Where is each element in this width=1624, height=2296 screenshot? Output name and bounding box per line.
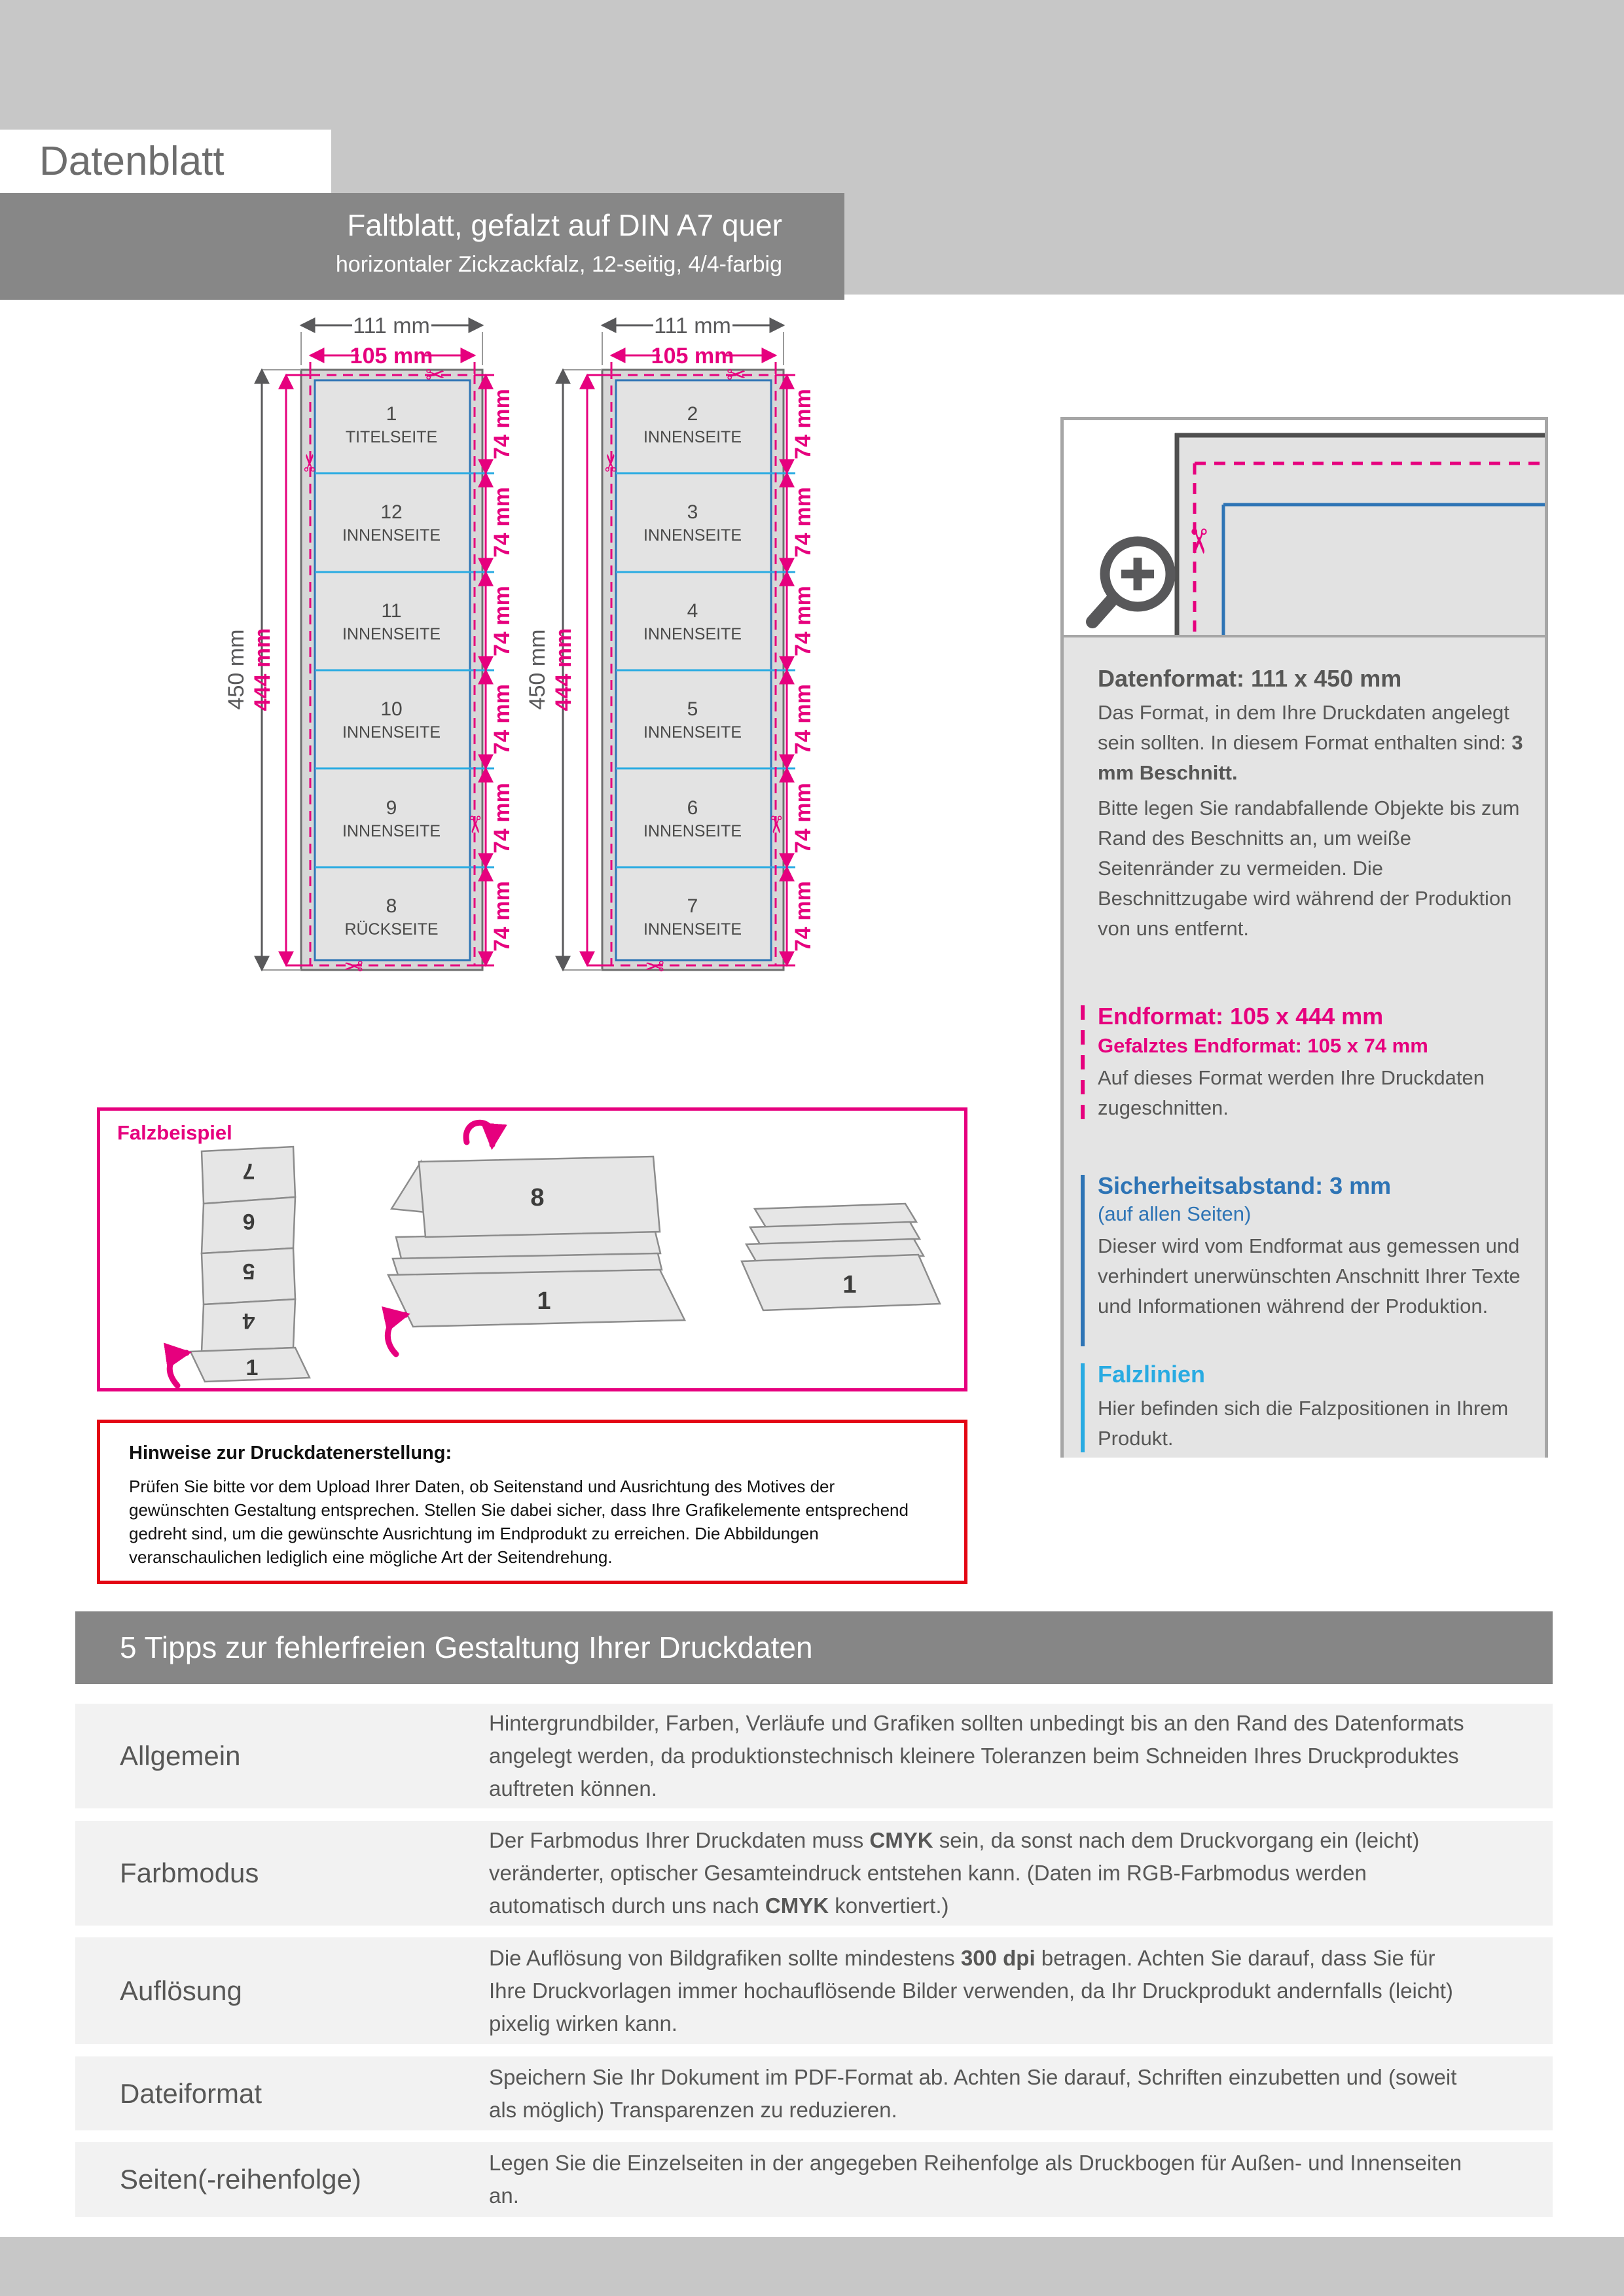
svg-text:74 mm: 74 mm: [791, 487, 816, 558]
svg-text:111 mm: 111 mm: [353, 314, 430, 338]
endformat-marker-line: [1081, 1005, 1085, 1121]
tip-text: Speichern Sie Ihr Dokument im PDF-Format ab. Achten Sie darauf, Schriften einzubetten und (soweit als möglich) Transparenzen zu reduzieren.: [489, 2064, 1457, 2122]
svg-text:74 mm: 74 mm: [490, 881, 514, 952]
fold-arrow: [466, 1122, 493, 1145]
svg-text:INNENSEITE: INNENSEITE: [643, 822, 742, 840]
svg-text:INNENSEITE: INNENSEITE: [643, 428, 742, 446]
svg-text:444 mm: 444 mm: [551, 628, 576, 711]
folded-stack: [742, 1204, 940, 1310]
section-falzlinien: [1098, 1361, 1525, 1454]
svg-text:✂: ✂: [644, 952, 665, 979]
svg-text:TITELSEITE: TITELSEITE: [345, 428, 438, 446]
svg-text:INNENSEITE: INNENSEITE: [342, 625, 441, 643]
svg-text:3: 3: [687, 501, 698, 523]
tip-text: Legen Sie die Einzelseiten in der angegeben Reihenfolge als Druckbogen für Außen- und Innenseiten an.: [489, 2151, 1462, 2208]
svg-text:74 mm: 74 mm: [791, 783, 816, 853]
svg-text:✂: ✂: [425, 361, 446, 388]
svg-text:✂: ✂: [343, 952, 364, 979]
svg-text:INNENSEITE: INNENSEITE: [643, 920, 742, 939]
svg-text:1: 1: [245, 1355, 259, 1380]
fold-example-label: Falzbeispiel: [117, 1121, 232, 1144]
section-datenformat: [1098, 665, 1525, 944]
endformat-text: Auf dieses Format werden Ihre Druckdaten zugeschnitten.: [1098, 1066, 1485, 1119]
sicherheitsabstand-subheading: (auf allen Seiten): [1098, 1202, 1252, 1225]
svg-text:2: 2: [687, 403, 698, 425]
svg-text:INNENSEITE: INNENSEITE: [643, 526, 742, 545]
corner-detail-illustration: [1064, 420, 1545, 635]
svg-text:74 mm: 74 mm: [791, 684, 816, 755]
fold-arrow: [170, 1353, 187, 1386]
zoom-detail-box: [1064, 420, 1545, 635]
tips-header: [75, 1611, 1553, 1684]
magnifier-plus-icon: [1092, 541, 1170, 622]
falzlinien-heading: Falzlinien: [1098, 1361, 1206, 1388]
svg-text:74 mm: 74 mm: [490, 684, 514, 755]
svg-text:4: 4: [242, 1308, 255, 1333]
svg-text:74 mm: 74 mm: [490, 783, 514, 853]
title-bar: [0, 193, 844, 300]
svg-text:✂: ✂: [297, 452, 323, 473]
svg-text:9: 9: [386, 797, 397, 819]
falzlinien-text: Hier befinden sich die Falzpositionen in Ihrem Produkt.: [1098, 1397, 1509, 1450]
svg-text:10: 10: [380, 698, 403, 720]
tip-text: Hintergrundbilder, Farben, Verläufe und Grafiken sollten unbedingt bis an den Rand des Datenformats angelegt werden, da produktionstechnisch kleinere Toleranzen beim Schneiden Ihres Druckproduktes auftreten können.: [489, 1711, 1464, 1801]
fold-example-box: [97, 1107, 967, 1391]
partial-number-top: 8: [530, 1184, 545, 1211]
scissors-icon: ✂: [1179, 527, 1217, 556]
svg-text:5: 5: [687, 698, 698, 720]
tip-label: Dateiformat: [120, 2077, 262, 2109]
svg-text:450 mm: 450 mm: [525, 629, 550, 710]
fold-arrow: [388, 1315, 405, 1354]
tips-heading: 5 Tipps zur fehlerfreien Gestaltung Ihrer Druckdaten: [120, 1630, 813, 1664]
partial-number-bottom: 1: [537, 1287, 551, 1315]
svg-text:74 mm: 74 mm: [791, 881, 816, 952]
diagram-column-inner-pages: [497, 308, 838, 1001]
fold-example-illustration: [100, 1111, 964, 1388]
svg-text:INNENSEITE: INNENSEITE: [342, 526, 441, 545]
svg-text:INNENSEITE: INNENSEITE: [342, 822, 441, 840]
svg-text:74 mm: 74 mm: [791, 586, 816, 656]
hinweise-box: [97, 1420, 967, 1584]
svg-text:450 mm: 450 mm: [224, 629, 249, 710]
svg-text:1: 1: [386, 403, 397, 425]
svg-text:✂: ✂: [461, 814, 488, 835]
svg-text:INNENSEITE: INNENSEITE: [643, 625, 742, 643]
sheet-label: Datenblatt: [39, 139, 225, 184]
svg-text:12: 12: [380, 501, 403, 523]
product-title: Faltblatt, gefalzt auf DIN A7 quer: [347, 208, 782, 242]
svg-text:11: 11: [381, 600, 402, 622]
datenformat-text-1: Das Format, in dem Ihre Druckdaten angelegt sein sollten. In diesem Format enthalten sind: 3 mm Beschnitt.: [1098, 701, 1523, 784]
tip-row-farbmodus: [75, 1821, 1553, 1926]
tip-row-seitenreihenfolge: [75, 2142, 1553, 2217]
tip-row-allgemein: [75, 1704, 1553, 1808]
svg-text:74 mm: 74 mm: [490, 389, 514, 459]
svg-text:74 mm: 74 mm: [791, 389, 816, 459]
sheet-label-box: [0, 130, 331, 193]
svg-text:INNENSEITE: INNENSEITE: [643, 723, 742, 742]
footer-band: [0, 2237, 1624, 2296]
svg-text:5: 5: [242, 1259, 255, 1283]
svg-text:INNENSEITE: INNENSEITE: [342, 723, 441, 742]
product-subtitle: horizontaler Zickzackfalz, 12-seitig, 4/4-farbig: [335, 252, 782, 277]
svg-text:6: 6: [242, 1209, 255, 1234]
tip-label: Farbmodus: [120, 1857, 259, 1888]
tip-label: Auflösung: [120, 1975, 242, 2006]
info-body: [1064, 635, 1545, 1458]
tip-text: Der Farbmodus Ihrer Druckdaten muss CMYK sein, da sonst nach dem Druckvorgang ein (leicht) veränderter, optischer Gesamteindruck entstehen kann. (Daten im RGB-Farbmodus werden automatisch durch uns nach CMYK konvertiert.): [489, 1828, 1420, 1918]
section-endformat: [1098, 1003, 1525, 1123]
diagram-column-outer-pages: [196, 308, 537, 1001]
svg-text:74 mm: 74 mm: [490, 487, 514, 558]
svg-text:7: 7: [242, 1158, 255, 1183]
tip-row-dateiformat: [75, 2056, 1553, 2130]
svg-text:444 mm: 444 mm: [250, 628, 275, 711]
svg-text:7: 7: [687, 895, 698, 917]
svg-text:105 mm: 105 mm: [651, 344, 734, 368]
falzlinien-marker-line: [1081, 1363, 1085, 1452]
tip-label: Seiten(-reihenfolge): [120, 2164, 361, 2195]
tip-label: Allgemein: [120, 1740, 241, 1771]
sicherheitsabstand-text: Dieser wird vom Endformat aus gemessen und verhindert unerwünschten Anschnitt Ihrer Texte und Informationen während der Produktion.: [1098, 1234, 1521, 1318]
svg-text:✂: ✂: [726, 361, 747, 388]
svg-text:RÜCKSEITE: RÜCKSEITE: [344, 920, 439, 939]
tip-text: Die Auflösung von Bildgrafiken sollte mindestens 300 dpi betragen. Achten Sie darauf, dass Sie für Ihre Druckvorlagen immer hochauflösende Bilder verwenden, da Ihr Druckprodukt andernfalls (leicht) pixelig wirken kann.: [489, 1945, 1453, 2036]
endformat-heading: Endformat: 105 x 444 mm: [1098, 1003, 1384, 1030]
svg-text:4: 4: [687, 600, 698, 622]
hinweise-text: Prüfen Sie bitte vor dem Upload Ihrer Daten, ob Seitenstand und Ausrichtung des Motives der gewünschten Gestaltung entsprechen. Stellen Sie dabei sicher, dass Ihre Grafikelemente entsprechend gedreht sind, um die gewünschte Ausrichtung im Endprodukt zu erreichen. Die Abbildungen veranschaulichen lediglich eine mögliche Art der Seitendrehung.: [129, 1477, 909, 1567]
datenformat-heading: Datenformat: 111 x 450 mm: [1098, 665, 1402, 692]
svg-text:✂: ✂: [598, 452, 624, 473]
info-panel: [1060, 417, 1548, 1458]
svg-text:111 mm: 111 mm: [654, 314, 731, 338]
svg-text:74 mm: 74 mm: [490, 586, 514, 656]
section-sicherheitsabstand: [1098, 1172, 1525, 1321]
endformat-subheading: Gefalztes Endformat: 105 x 74 mm: [1098, 1034, 1428, 1057]
svg-text:8: 8: [386, 895, 397, 917]
svg-text:6: 6: [687, 797, 698, 819]
sicherheitsabstand-marker-line: [1081, 1175, 1085, 1346]
datenformat-text-2: Bitte legen Sie randabfallende Objekte bis zum Rand des Beschnitts an, um weiße Seitenränder zu vermeiden. Die Beschnittzugabe wird während der Produktion von uns entfernt.: [1098, 797, 1520, 940]
hinweise-title: Hinweise zur Druckdatenerstellung:: [129, 1443, 452, 1463]
sicherheitsabstand-heading: Sicherheitsabstand: 3 mm: [1098, 1172, 1392, 1199]
svg-text:✂: ✂: [763, 814, 789, 835]
tip-row-aufloesung: [75, 1937, 1553, 2044]
folded-number: 1: [842, 1271, 857, 1299]
svg-text:105 mm: 105 mm: [350, 344, 433, 368]
